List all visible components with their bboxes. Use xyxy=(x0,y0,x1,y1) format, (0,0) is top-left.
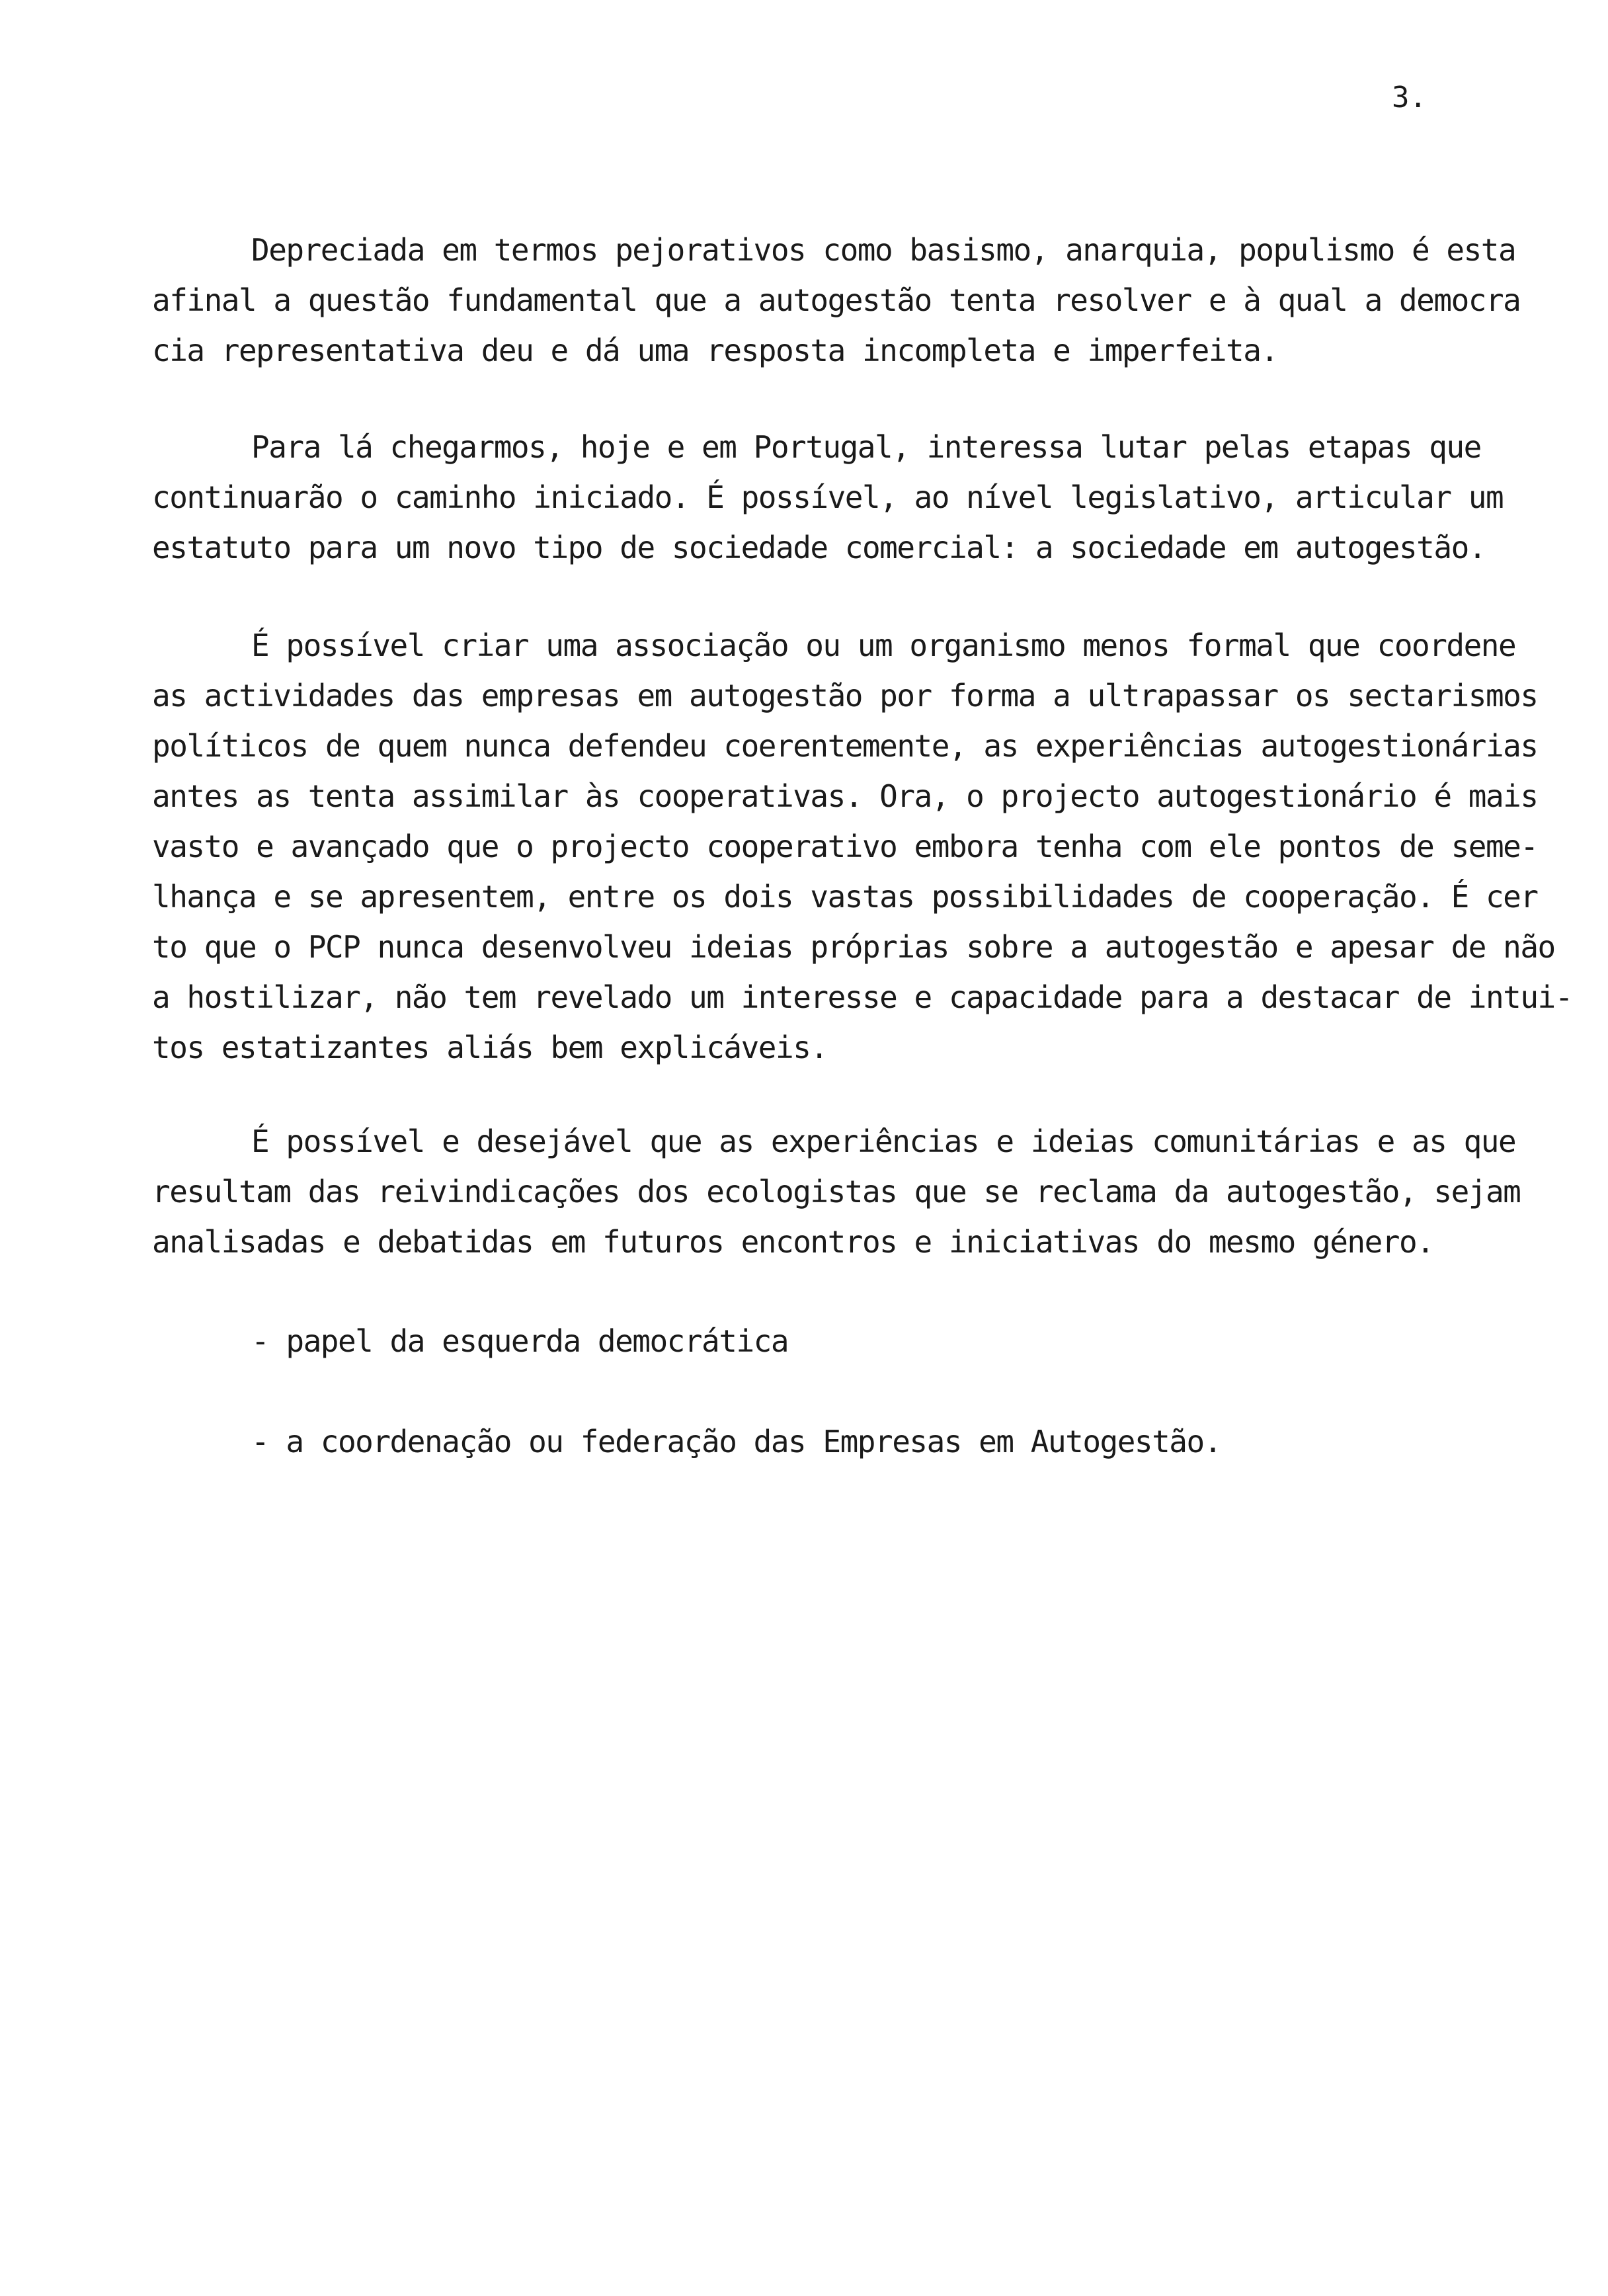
paragraph-line: resultam das reivindicações dos ecologistas que se reclama da autogestão, sejam xyxy=(152,1174,1521,1210)
bullet-text: - papel da esquerda democrática xyxy=(251,1323,789,1359)
paragraph-1 xyxy=(152,225,1521,376)
paragraph-line: políticos de quem nunca defendeu coerentemente, as experiências autogestionárias xyxy=(152,728,1538,764)
paragraph-line: cia representativa deu e dá uma resposta incompleta e imperfeita. xyxy=(152,333,1278,368)
paragraph-line: lhança e se apresentem, entre os dois vastas possibilidades de cooperação. É cer xyxy=(152,879,1538,915)
paragraph-line: analisadas e debatidas em futuros encontros e iniciativas do mesmo género. xyxy=(152,1224,1434,1260)
paragraph-line: vasto e avançado que o projecto cooperativo embora tenha com ele pontos de seme- xyxy=(152,829,1538,864)
bullet-item-2 xyxy=(152,1416,1501,1467)
paragraph-line: É possível e desejável que as experiências e ideias comunitárias e as que xyxy=(251,1124,1516,1159)
paragraph-line: antes as tenta assimilar às cooperativas. Ora, o projecto autogestionário é mais xyxy=(152,778,1538,814)
bullet-item-1 xyxy=(152,1316,1501,1366)
paragraph-line: É possível criar uma associação ou um organismo menos formal que coordene xyxy=(251,628,1516,663)
paragraph-line: estatuto para um novo tipo de sociedade comercial: a sociedade em autogestão. xyxy=(152,530,1486,565)
bullet-text: - a coordenação ou federação das Empresas em Autogestão. xyxy=(251,1424,1221,1459)
paragraph-2 xyxy=(152,422,1504,573)
paragraph-line: to que o PCP nunca desenvolveu ideias próprias sobre a autogestão e apesar de não xyxy=(152,929,1555,965)
paragraph-line: tos estatizantes aliás bem explicáveis. xyxy=(152,1030,828,1065)
paragraph-line: Depreciada em termos pejorativos como basismo, anarquia, populismo é esta xyxy=(251,232,1516,268)
paragraph-4 xyxy=(152,1116,1521,1267)
paragraph-line: afinal a questão fundamental que a autogestão tenta resolver e à qual a democra xyxy=(152,282,1521,318)
page-number: 3. xyxy=(1392,81,1427,114)
paragraph-3 xyxy=(152,620,1572,1073)
paragraph-line: as actividades das empresas em autogestão por forma a ultrapassar os sectarismos xyxy=(152,678,1538,714)
paragraph-line: continuarão o caminho iniciado. É possível, ao nível legislativo, articular um xyxy=(152,479,1504,515)
paragraph-line: a hostilizar, não tem revelado um interesse e capacidade para a destacar de intui- xyxy=(152,979,1572,1015)
paragraph-line: Para lá chegarmos, hoje e em Portugal, interessa lutar pelas etapas que xyxy=(251,429,1481,465)
